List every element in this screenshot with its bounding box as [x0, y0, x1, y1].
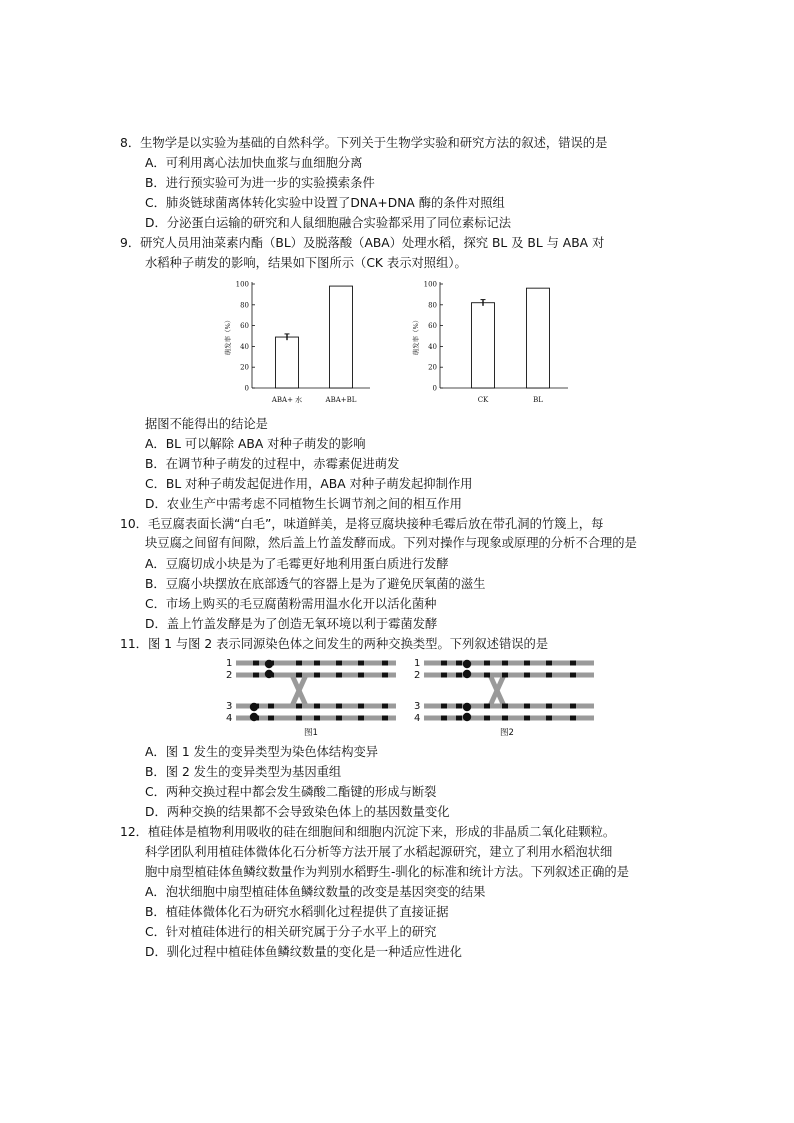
q12-option-d: D．驯化过程中植硅体鱼鳞纹数量的变化是一种适应性进化	[145, 945, 462, 959]
q12-stem-line2: 科学团队利用植硅体微体化石分析等方法开展了水稻起源研究，建立了利用水稻泡状细	[145, 845, 613, 859]
y-tick-label: 80	[428, 301, 437, 310]
q8-option-a: A．可利用离心法加快血浆与血细胞分离	[145, 156, 363, 170]
bar	[527, 288, 550, 388]
chart-left-svg	[220, 274, 380, 410]
q9-chart-right	[408, 274, 578, 410]
q11-chromosome-figures	[226, 655, 602, 739]
figure-1-caption: 图1	[304, 728, 318, 738]
bar	[472, 303, 495, 388]
q11-stem: 11．图 1 与图 2 表示同源染色体之间发生的两种交换类型。下列叙述错误的是	[120, 637, 549, 651]
y-tick-label: 40	[428, 342, 437, 351]
q9-option-c: C．BL 对种子萌发起促进作用，ABA 对种子萌发起抑制作用	[145, 477, 473, 491]
q9-stem-line1: 9．研究人员用油菜素内酯（BL）及脱落酸（ABA）处理水稻，探究 BL 及 BL 与 ABA 对	[120, 236, 605, 250]
q11-option-c: C．两种交换过程中都会发生磷酸二酯键的形成与断裂	[145, 785, 437, 799]
y-tick-label: 0	[432, 384, 437, 393]
centromere-1-2	[463, 660, 471, 668]
figure-2-caption: 图2	[500, 728, 514, 738]
q10-stem-line1: 10．毛豆腐表面长满“白毛”，味道鲜美，是将豆腐块接种毛霉后放在带孔洞的竹篾上，每	[120, 517, 604, 531]
q11-option-d: D．两种交换的结果都不会导致染色体上的基因数量变化	[145, 805, 450, 819]
q9-option-a: A．BL 可以解除 ABA 对种子萌发的影响	[145, 437, 366, 451]
q9-chart-left	[220, 274, 380, 410]
label-2: 2	[226, 670, 233, 681]
q8-option-d: D．分泌蛋白运输的研究和人鼠细胞融合实验都采用了同位素标记法	[145, 216, 512, 230]
q8-option-c: C．肺炎链球菌离体转化实验中设置了DNA+DNA 酶的条件对照组	[145, 196, 505, 210]
q12-stem-line3: 胞中扇型植硅体鱼鳞纹数量作为判别水稻野生-驯化的标准和统计方法。下列叙述正确的是	[145, 865, 630, 879]
q9-option-b: B．在调节种子萌发的过程中，赤霉素促进萌发	[145, 457, 400, 471]
y-tick-label: 0	[244, 384, 249, 393]
figure-2	[414, 658, 594, 738]
q12-option-b: B．植硅体微体化石为研究水稻驯化过程提供了直接证据	[145, 905, 449, 919]
label-1: 1	[414, 658, 421, 669]
q9-option-d: D．农业生产中需考虑不同植物生长调节剂之间的相互作用	[145, 497, 462, 511]
category-label: ABA+BL	[325, 396, 357, 404]
category-label: ABA+ 水	[271, 396, 303, 404]
q11-option-a: A．图 1 发生的变异类型为染色体结构变异	[145, 745, 379, 759]
q10-option-a: A．豆腐切成小块是为了毛霉更好地利用蛋白质进行发酵	[145, 557, 449, 571]
y-tick-label: 80	[240, 301, 249, 310]
figure-1	[226, 658, 396, 738]
bar	[330, 286, 353, 388]
q8-stem: 8．生物学是以实验为基础的自然科学。下列关于生物学实验和研究方法的叙述，错误的是	[120, 136, 608, 150]
y-tick-label: 60	[428, 322, 437, 331]
q11-option-b: B．图 2 发生的变异类型为基因重组	[145, 765, 342, 779]
centromere-1-2b	[463, 670, 471, 678]
centromere-3-4	[250, 703, 258, 711]
q10-stem-line2: 块豆腐之间留有间隙，然后盖上竹盖发酵而成。下列对操作与现象或原理的分析不合理的是	[145, 536, 637, 550]
label-1: 1	[226, 658, 233, 669]
centromere-1-2	[265, 660, 273, 668]
centromere-1-2b	[265, 670, 273, 678]
y-tick-label: 100	[423, 280, 437, 289]
chromosome-svg	[226, 655, 602, 739]
q12-stem-line1: 12．植硅体是植物利用吸收的硅在细胞间和细胞内沉淀下来，形成的非晶质二氧化硅颗粒。	[120, 825, 616, 839]
label-3: 3	[414, 701, 421, 712]
q10-option-b: B．豆腐小块摆放在底部透气的容器上是为了避免厌氧菌的滋生	[145, 577, 486, 591]
q9-question: 据图不能得出的结论是	[145, 417, 268, 431]
y-tick-label: 20	[240, 363, 249, 372]
label-4: 4	[414, 713, 421, 724]
q8-option-b: B．进行预实验可为进一步的实验摸索条件	[145, 176, 375, 190]
label-2: 2	[414, 670, 421, 681]
q10-option-c: C．市场上购买的毛豆腐菌粉需用温水化开以活化菌种	[145, 597, 437, 611]
bar	[276, 337, 299, 388]
centromere-3-4b	[463, 713, 471, 721]
label-3: 3	[226, 701, 233, 712]
y-axis-label: 萌发率（%）	[224, 316, 232, 356]
q12-option-a: A．泡状细胞中扇型植硅体鱼鳞纹数量的改变是基因突变的结果	[145, 885, 486, 899]
y-tick-label: 40	[240, 342, 249, 351]
centromere-3-4b	[250, 713, 258, 721]
q10-option-d: D．盖上竹盖发酵是为了创造无氧环境以利于霉菌发酵	[145, 617, 438, 631]
q12-option-c: C．针对植硅体进行的相关研究属于分子水平上的研究	[145, 925, 437, 939]
y-axis-label: 萌发率（%）	[412, 316, 420, 356]
chart-right-svg	[408, 274, 578, 410]
y-tick-label: 100	[235, 280, 249, 289]
q9-stem-line2: 水稻种子萌发的影响，结果如下图所示（CK 表示对照组）。	[145, 256, 467, 270]
category-label: CK	[477, 396, 489, 404]
y-tick-label: 20	[428, 363, 437, 372]
category-label: BL	[533, 396, 543, 404]
centromere-3-4	[463, 703, 471, 711]
y-tick-label: 60	[240, 322, 249, 331]
label-4: 4	[226, 713, 233, 724]
